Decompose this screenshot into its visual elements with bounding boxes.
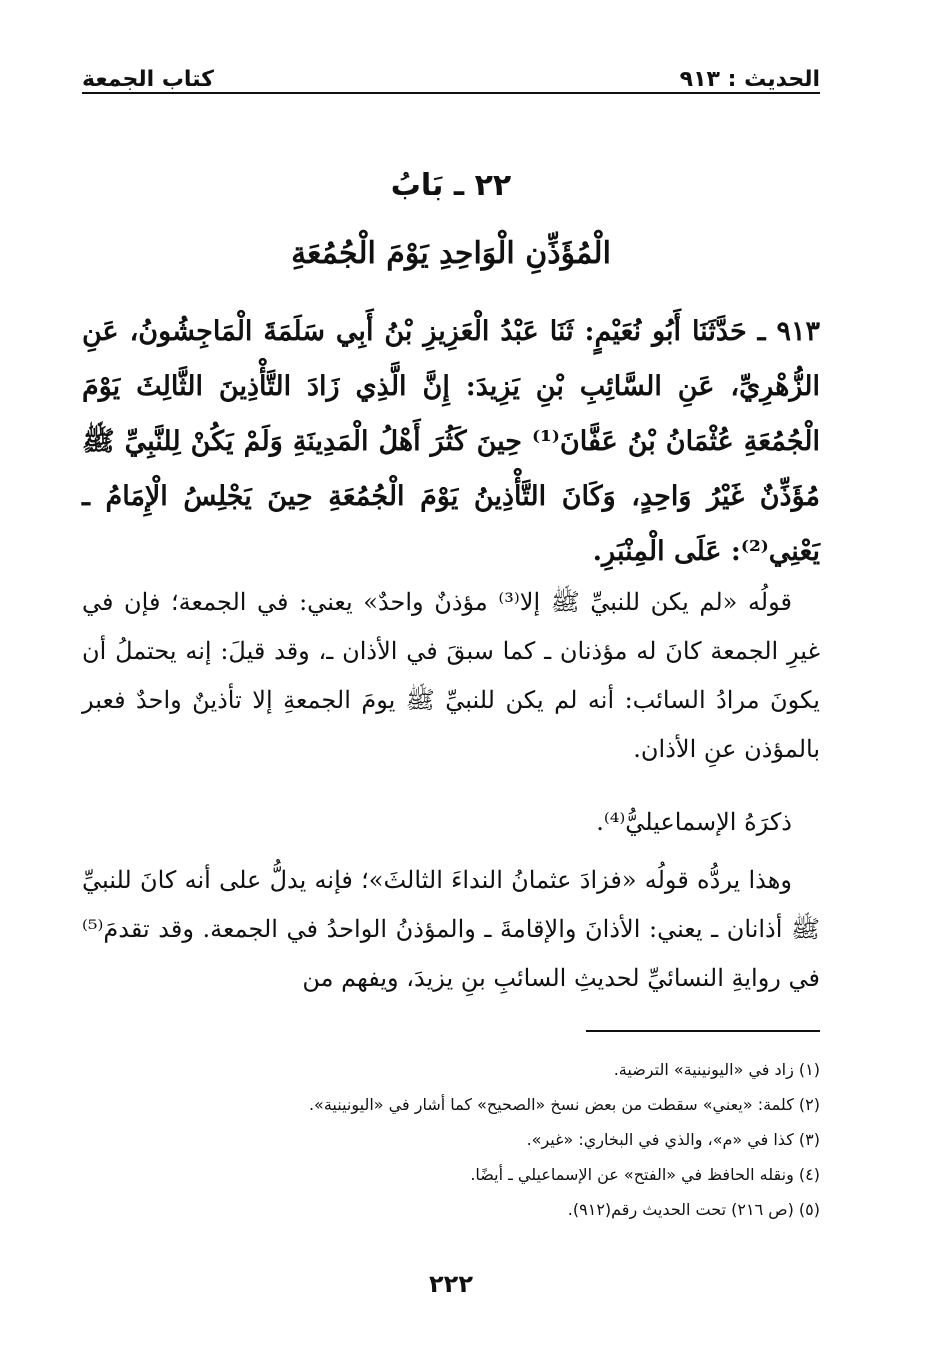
page-number: ٢٢٢: [429, 1270, 473, 1298]
header-book-title: كتاب الجمعة: [82, 67, 214, 92]
footnote-2: (٢) كلمة: «يعني» سقطت من بعض نسخ «الصحيح» كما أشار في «اليونينية».: [308, 1095, 820, 1114]
header-rule: [82, 92, 820, 94]
commentary-text-1: قولُه «لم يكن للنبيِّ ﷺ إلا⁽³⁾ مؤذنٌ واحدٌ» يعني: في الجمعة؛ فإن في غيرِ الجمعة كانَ له مؤذنان ـ كما سبقَ في الأذان ـ، وقد قيلَ: إنه يحتملُ أن يكونَ مرادُ السائب: أنه لم يكن للنبيِّ ﷺ يومَ الجمعةِ إلا تأذينٌ واحدٌ فعبر بالمؤذن عنِ الأذان.: [82, 588, 820, 763]
header-hadith-number: الحديث : ٩١٣: [679, 67, 820, 92]
footnote-rule: [586, 1030, 820, 1032]
footnote-5: (٥) (ص ٢١٦) تحت الحديث رقم(٩١٢).: [567, 1200, 820, 1219]
footnote-4: (٤) ونقله الحافظ في «الفتح» عن الإسماعيلي ـ أيضًا.: [470, 1165, 820, 1184]
footnote-1: (١) زاد في «اليونينية» الترضية.: [613, 1060, 820, 1079]
commentary-text-3: وهذا يردُّه قولُه «فزادَ عثمانُ النداءَ الثالثَ»؛ فإنه يدلُّ على أنه كانَ للنبيِّ ﷺ أذانان ـ يعني: الأذانَ والإقامةَ ـ والمؤذنُ الواحدُ في الجمعة. وقد تقدمَ⁽⁵⁾ في روايةِ النسائيِّ لحديثِ السائبِ بنِ يزيدَ، ويفهم من: [82, 866, 820, 992]
commentary-text-2: ذكرَهُ الإسماعيليُّ⁽⁴⁾.: [596, 808, 792, 836]
hadith-text: ٩١٣ ـ حَدَّثَنَا أَبُو نُعَيْمٍ: ثَنَا عَبْدُ الْعَزِيزِ بْنُ أَبِي سَلَمَةَ الْمَاجِشُونُ، عَنِ الزُّهْرِيِّ، عَنِ السَّائِبِ بْنِ يَزِيدَ: إِنَّ الَّذِي زَادَ التَّأْذِينَ الثَّالِثَ يَوْمَ الْجُمُعَةِ عُثْمَانُ بْنُ عَفَّانَ⁽¹⁾ حِينَ كَثُرَ أَهْلُ الْمَدِينَةِ وَلَمْ يَكُنْ لِلنَّبِيِّ ﷺ مُؤَذِّنٌ غَيْرُ وَاحِدٍ، وَكَانَ التَّأْذِينُ يَوْمَ الْجُمُعَةِ حِينَ يَجْلِسُ الْإِمَامُ ـ يَعْنِي⁽²⁾: عَلَى الْمِنْبَرِ.: [82, 316, 820, 567]
footnote-3: (٣) كذا في «م»، والذي في البخاري: «غير».: [526, 1130, 820, 1149]
running-header: [82, 58, 820, 92]
footnotes: [82, 1052, 820, 1227]
chapter-subtitle: الْمُؤَذِّنِ الْوَاحِدِ يَوْمَ الْجُمُعَةِ: [291, 236, 611, 271]
chapter-title: ٢٢ ـ بَابُ: [390, 168, 512, 203]
commentary-paragraph-1: [82, 578, 820, 774]
commentary-paragraph-2: [82, 798, 820, 847]
commentary-paragraph-3: [82, 856, 820, 1003]
